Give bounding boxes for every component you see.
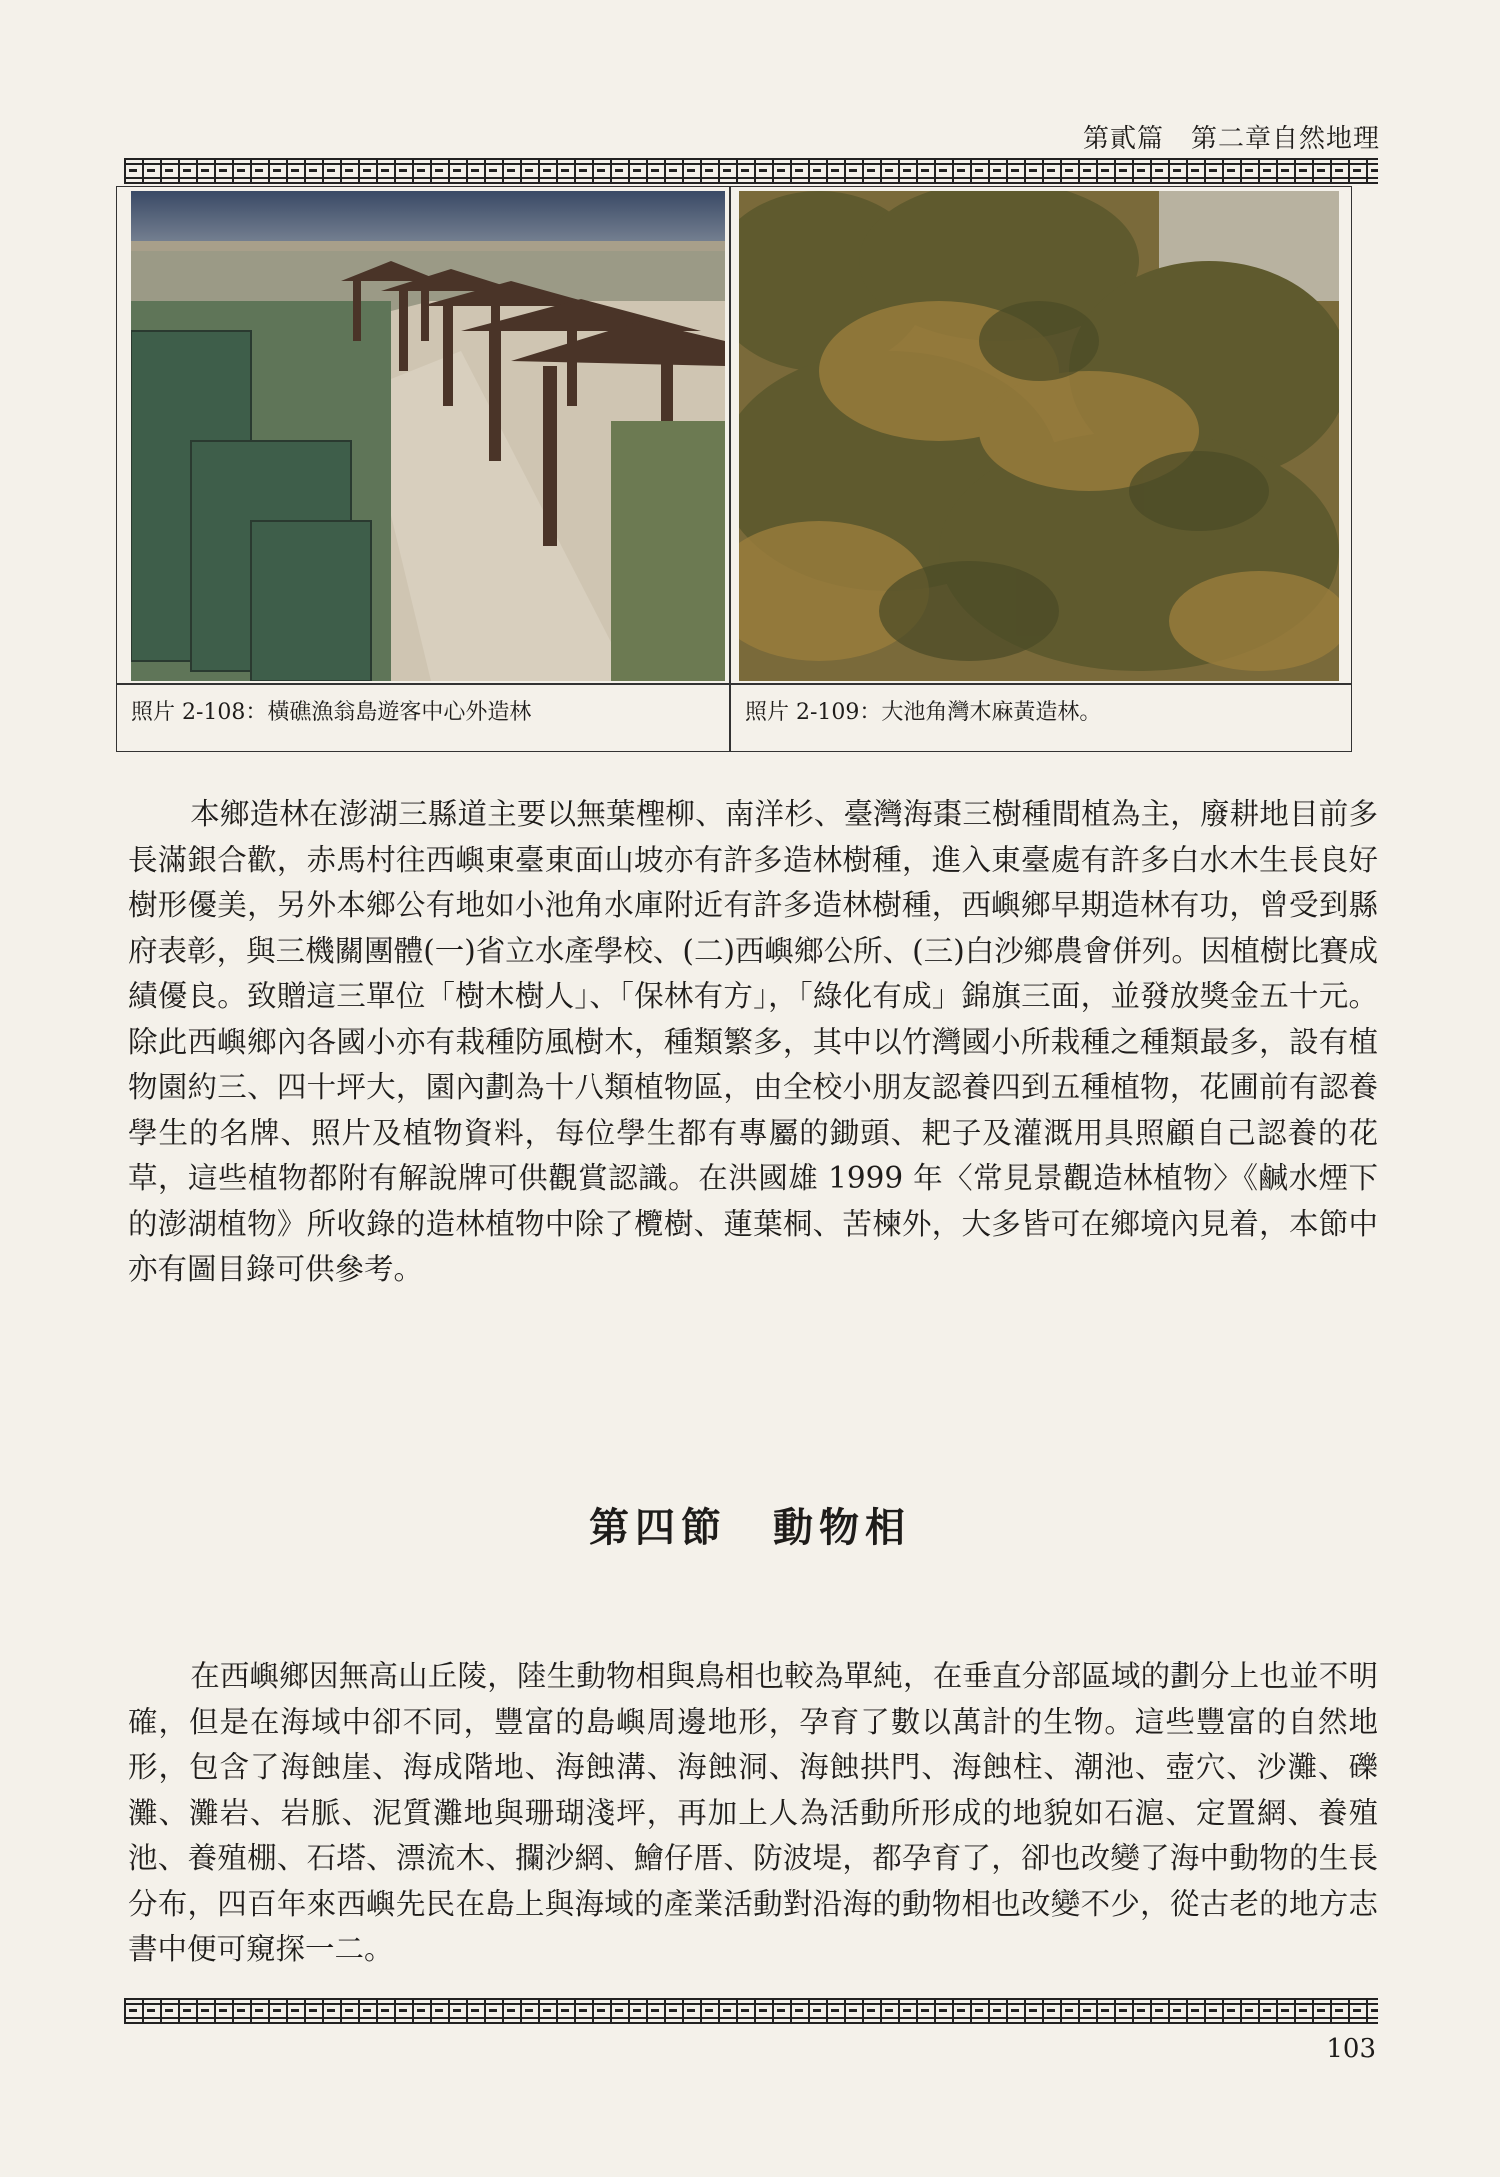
photo-column-divider [729, 187, 731, 751]
page-number: 103 [1326, 2034, 1376, 2064]
photo-caption-right: 照片 2-109：大池角灣木麻黃造林。 [745, 700, 1102, 725]
body-paragraph-fauna [128, 1654, 1378, 1973]
photo-table [116, 186, 1352, 752]
decorative-fret-border-top [124, 158, 1378, 184]
decorative-fret-border-bottom [124, 1998, 1378, 2024]
photo-casuarina-forest [739, 191, 1339, 681]
paragraph-text: 本鄉造林在澎湖三縣道主要以無葉檉柳、南洋杉、臺灣海棗三樹種間植為主，廢耕地目前多長滿銀合歡，赤馬村往西嶼東臺東面山坡亦有許多造林樹種，進入東臺處有許多白水木生長良好樹形優美，另外本鄉公有地如小池角水庫附近有許多造林樹種，西嶼鄉早期造林有功，曾受到縣府表彰，與三機關團體(一)省立水產學校、(二)西嶼鄉公所、(三)白沙鄉農會併列。因植樹比賽成績優良。致贈這三單位「樹木樹人」、「保林有方」，「綠化有成」錦旗三面，並發放獎金五十元。除此西嶼鄉內各國小亦有栽種防風樹木，種類繁多，其中以竹灣國小所栽種之種類最多，設有植物園約三、四十坪大，園內劃為十八類植物區，由全校小朋友認養四到五種植物，花圃前有認養學生的名牌、照片及植物資料，每位學生都有專屬的鋤頭、耙子及灌溉用具照顧自己認養的花草，這些植物都附有解說牌可供觀賞認識。在洪國雄 1999 年〈常見景觀造林植物〉《鹹水煙下的澎湖植物》所收錄的造林植物中除了欖樹、蓮葉桐、苦楝外，大多皆可在鄉境內見着，本節中亦有圖目錄可供參考。 [128, 797, 1378, 1286]
caption-row-rule [117, 683, 1351, 685]
section-heading: 第四節 動物相 [589, 1504, 911, 1551]
paragraph-text: 在西嶼鄉因無高山丘陵，陸生動物相與鳥相也較為單純，在垂直分部區域的劃分上也並不明確，但是在海域中卻不同，豐富的島嶼周邊地形，孕育了數以萬計的生物。這些豐富的自然地形，包含了海蝕崖、海成階地、海蝕溝、海蝕洞、海蝕拱門、海蝕柱、潮池、壺穴、沙灘、礫灘、灘岩、岩脈、泥質灘地與珊瑚淺坪，再加上人為活動所形成的地貌如石滬、定置網、養殖池、養殖棚、石塔、漂流木、攔沙網、鱠仔厝、防波堤，都孕育了，卻也改變了海中動物的生長分布，四百年來西嶼先民在島上與海域的產業活動對沿海的動物相也改變不少，從古老的地方志書中便可窺探一二。 [128, 1659, 1378, 1966]
body-paragraph-afforestation [128, 792, 1378, 1293]
photo-pavilion-walkway [131, 191, 725, 681]
photo-caption-left: 照片 2-108：橫礁漁翁島遊客中心外造林 [131, 700, 532, 725]
running-head: 第貳篇 第二章自然地理 [1082, 124, 1380, 154]
